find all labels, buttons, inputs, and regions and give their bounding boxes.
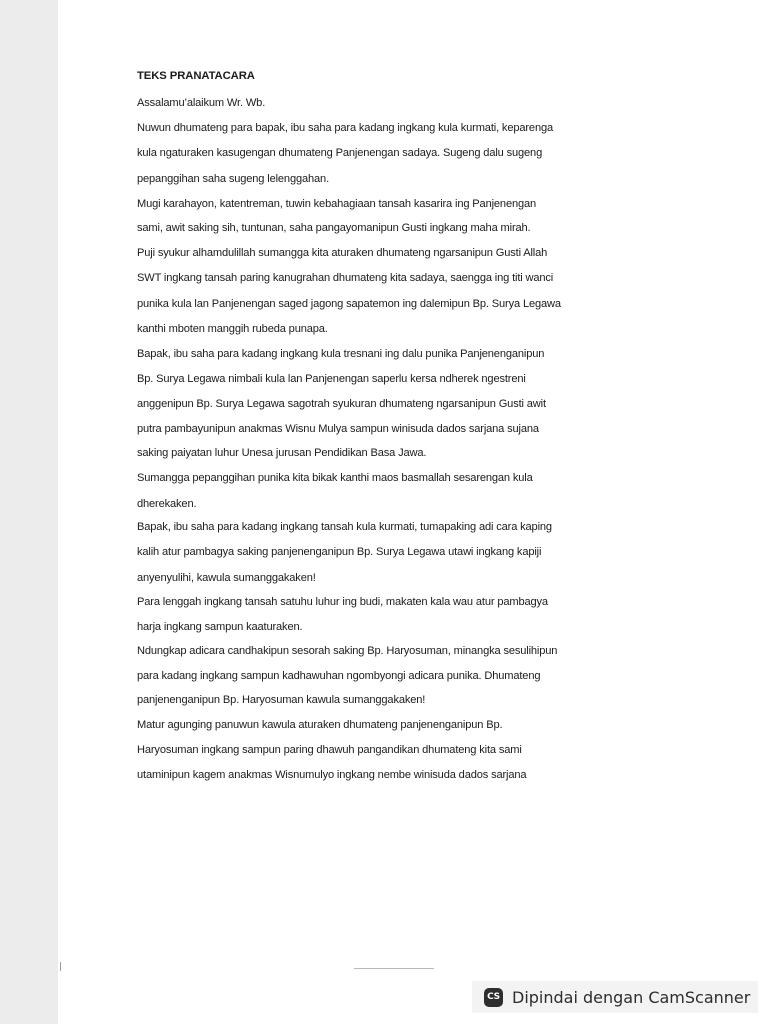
text-line: Bp. Surya Legawa nimbali kula lan Panjenengan saperlu kersa ndherek ngestreni xyxy=(137,373,526,385)
scan-smudge xyxy=(354,968,434,969)
watermark-text: Dipindai dengan CamScanner xyxy=(512,987,751,1007)
text-line: Mugi karahayon, katentreman, tuwin kebahagiaan tansah kasarira ing Panjenengan xyxy=(137,198,537,210)
text-line: anyenyulihi, kawula sumanggakaken! xyxy=(137,572,316,584)
text-line: Puji syukur alhamdulillah sumangga kita aturaken dhumateng ngarsanipun Gusti Allah xyxy=(137,247,548,259)
text-line: Matur agunging panuwun kawula aturaken dhumateng panjenenganipun Bp. xyxy=(137,719,503,731)
text-line: Sumangga pepanggihan punika kita bikak kanthi maos basmallah sesarengan kula xyxy=(137,472,533,484)
text-line: Ndungkap adicara candhakipun sesorah saking Bp. Haryosuman, minangka sesulihipun xyxy=(137,645,558,657)
camscanner-logo-icon: CS xyxy=(484,988,503,1007)
document-title: TEKS PRANATACARA xyxy=(137,70,255,82)
text-line: dherekaken. xyxy=(137,498,197,510)
text-line: harja ingkang sampun kaaturaken. xyxy=(137,621,303,633)
text-line: Bapak, ibu saha para kadang ingkang tansah kula kurmati, tumapaking adi cara kaping xyxy=(137,521,552,533)
text-line: para kadang ingkang sampun kadhawuhan ngombyongi adicara punika. Dhumateng xyxy=(137,670,541,682)
text-line: kalih atur pambagya saking panjenenganipun Bp. Surya Legawa utawi ingkang kapiji xyxy=(137,546,542,558)
text-line: saking paiyatan luhur Unesa jurusan Pendidikan Basa Jawa. xyxy=(137,447,427,459)
text-line: sami, awit saking sih, tuntunan, saha pangayomanipun Gusti ingkang maha mirah. xyxy=(137,222,531,234)
scan-margin-mark xyxy=(60,962,61,971)
text-line: kula ngaturaken kasugengan dhumateng Panjenengan sadaya. Sugeng dalu sugeng xyxy=(137,147,543,159)
text-line: Nuwun dhumateng para bapak, ibu saha para kadang ingkang kula kurmati, keparenga xyxy=(137,122,554,134)
text-line: Assalamu’alaikum Wr. Wb. xyxy=(137,97,266,109)
text-line: SWT ingkang tansah paring kanugrahan dhumateng kita sadaya, saengga ing titi wanci xyxy=(137,272,554,284)
text-line: Bapak, ibu saha para kadang ingkang kula tresnani ing dalu punika Panjenenganipun xyxy=(137,348,545,360)
text-line: utaminipun kagem anakmas Wisnumulyo ingkang nembe winisuda dados sarjana xyxy=(137,769,527,781)
text-line: Para lenggah ingkang tansah satuhu luhur ing budi, makaten kala wau atur pambagya xyxy=(137,596,548,608)
text-line: pepanggihan saha sugeng lelenggahan. xyxy=(137,173,330,185)
text-line: punika kula lan Panjenengan saged jagong sapatemon ing dalemipun Bp. Surya Legawa xyxy=(137,298,561,310)
text-line: kanthi mboten manggih rubeda punapa. xyxy=(137,323,328,335)
text-line: Haryosuman ingkang sampun paring dhawuh pangandikan dhumateng kita sami xyxy=(137,744,522,756)
text-line: anggenipun Bp. Surya Legawa sagotrah syukuran dhumateng ngarsanipun Gusti awit xyxy=(137,398,546,410)
camscanner-watermark xyxy=(472,981,758,1013)
text-line: putra pambayunipun anakmas Wisnu Mulya sampun winisuda dados sarjana sujana xyxy=(137,423,539,435)
text-line: panjenenganipun Bp. Haryosuman kawula sumanggakaken! xyxy=(137,694,426,706)
